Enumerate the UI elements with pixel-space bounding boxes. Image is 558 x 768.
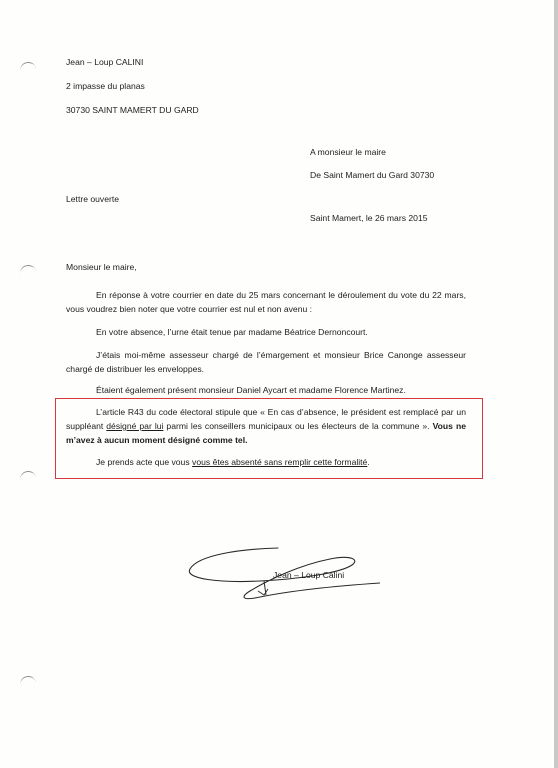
- salutation: Monsieur le maire,: [66, 262, 137, 272]
- place-date: Saint Mamert, le 26 mars 2015: [310, 213, 428, 223]
- subject: Lettre ouverte: [66, 194, 120, 204]
- body-paragraph-4: Étaient également présent monsieur Daniel Aycart et madame Florence Martinez.: [96, 385, 406, 395]
- signature-name: Jean – Loup Calini: [273, 570, 345, 580]
- underlined-absence: vous êtes absenté sans remplir cette formalité: [192, 457, 368, 467]
- body-paragraph-1: En réponse à votre courrier en date du 25 mars concernant le déroulement du vote du 22 mars, vous voudrez bien noter que votre courrier est nul et non avenu :: [66, 290, 466, 314]
- body-paragraph-2: En votre absence, l’urne était tenue par madame Béatrice Dernoncourt.: [96, 327, 368, 337]
- acknowledgement-text: Je prends acte que vous: [96, 457, 193, 467]
- recipient-line-1: A monsieur le maire: [310, 147, 386, 157]
- article-quote-end: parmi les conseillers municipaux ou les électeurs de la commune ».: [163, 421, 433, 431]
- body-paragraph-3: J’étais moi-même assesseur chargé de l’émargement et monsieur Brice Canonge assesseur chargé de distribuer les enveloppes.: [66, 350, 466, 374]
- punch-hole-mark: [19, 675, 37, 689]
- article-quote-text: L’article R43 du code électoral stipule que « En cas d’absence, le président est remplacé par un suppléant: [66, 407, 466, 431]
- body-paragraph-5: [66, 405, 466, 447]
- sender-city: 30730 SAINT MAMERT DU GARD: [66, 105, 199, 115]
- punch-hole-mark: [19, 264, 37, 278]
- bold-statement: Vous ne m’avez à aucun moment désigné comme tel.: [66, 421, 466, 445]
- punch-hole-mark: [19, 470, 37, 484]
- sender-street: 2 impasse du planas: [66, 81, 145, 91]
- page-edge: [554, 0, 558, 768]
- punch-hole-mark: [19, 61, 37, 75]
- body-paragraph-6: [66, 455, 466, 469]
- underlined-designation: désigné par lui: [106, 421, 164, 431]
- sender-name: Jean – Loup CALINI: [66, 57, 144, 67]
- acknowledgement-end: .: [367, 457, 370, 467]
- recipient-line-2: De Saint Mamert du Gard 30730: [310, 170, 435, 180]
